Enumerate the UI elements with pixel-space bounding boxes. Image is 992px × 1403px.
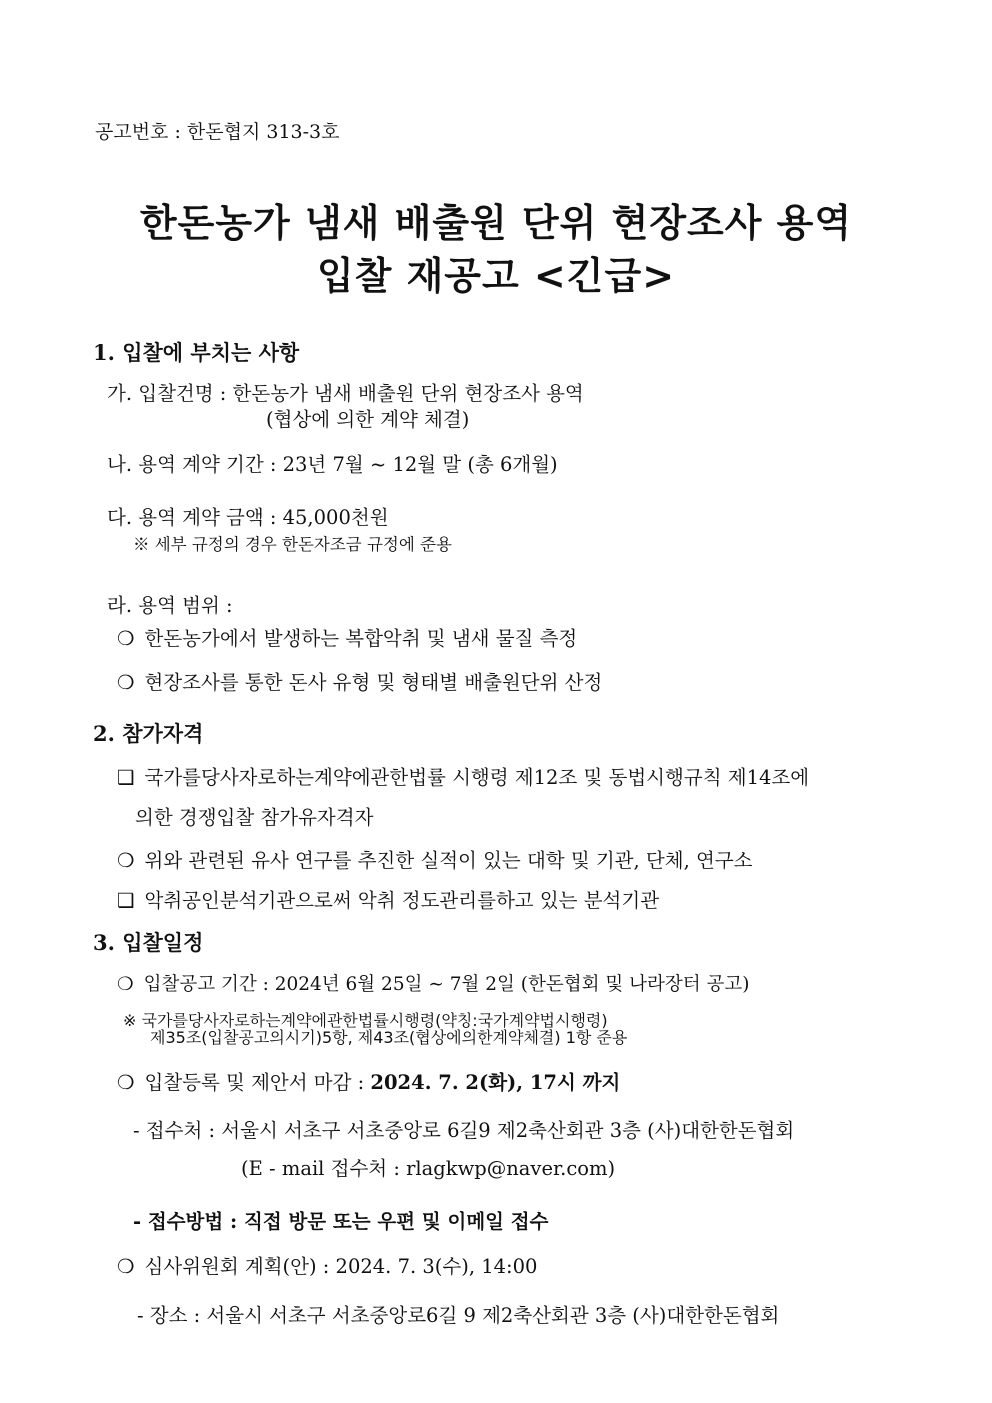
item-ra: 라. 용역 범위 : xyxy=(107,594,233,617)
reception-address: - 접수처 : 서울시 서초구 서초중앙로 6길9 제2축산회관 3층 (사)대한한돈협회 xyxy=(133,1119,795,1142)
page-title-line1: 한돈농가 냄새 배출원 단위 현장조사 용역 xyxy=(139,201,853,245)
qualification-text: 악취공인분석기관으로써 악취 정도관리를하고 있는 분석기관 xyxy=(144,889,660,912)
qualification-text: 위와 관련된 유사 연구를 추진한 실적이 있는 대학 및 기관, 단체, 연구소 xyxy=(144,849,753,872)
qualification-item xyxy=(117,885,659,913)
reception-email: (E - mail 접수처 : rlagkwp@naver.com) xyxy=(241,1157,616,1180)
circle-bullet-icon: ❍ xyxy=(117,627,135,650)
scope-item-text: 현장조사를 통한 돈사 유형 및 형태별 배출원단위 산정 xyxy=(144,671,603,694)
circle-bullet-icon: ❍ xyxy=(117,1255,135,1278)
deadline-value: 2024. 7. 2(화), 17시 까지 xyxy=(370,1071,621,1094)
scope-item xyxy=(117,667,602,695)
legal-note-line2: 제35조(입찰공고의시기)5항, 제43조(협상에의한계약체결) 1항 준용 xyxy=(150,1028,628,1047)
scope-item-text: 한돈농가에서 발생하는 복합악취 및 냄새 물질 측정 xyxy=(144,627,578,650)
square-bullet-icon: ❑ xyxy=(117,889,135,912)
circle-bullet-icon: ❍ xyxy=(117,974,134,995)
committee-venue: - 장소 : 서울시 서초구 서초중앙로6길 9 제2축산회관 3층 (사)대한한돈협회 xyxy=(137,1304,780,1327)
deadline xyxy=(117,1067,620,1095)
circle-bullet-icon: ❍ xyxy=(117,849,135,872)
circle-bullet-icon: ❍ xyxy=(117,1071,135,1094)
qualification-text-cont: 의한 경쟁입찰 참가유자격자 xyxy=(135,806,374,829)
circle-bullet-icon: ❍ xyxy=(117,671,135,694)
item-na: 나. 용역 계약 기간 : 23년 7월 ~ 12월 말 (총 6개월) xyxy=(107,453,558,476)
item-ga: 가. 입찰건명 : 한돈농가 냄새 배출원 단위 현장조사 용역 xyxy=(107,382,584,405)
bid-period-text: 입찰공고 기간 : 2024년 6월 25일 ∼ 7월 2일 (한돈협회 및 나라장터 공고) xyxy=(143,974,750,995)
scope-item xyxy=(117,623,577,651)
square-bullet-icon: ❑ xyxy=(117,766,135,789)
qualification-item xyxy=(117,845,753,873)
qualification-text: 국가를당사자로하는계약에관한법률 시행령 제12조 및 동법시행규칙 제14조에 xyxy=(144,766,810,789)
item-da-note: ※ 세부 규정의 경우 한돈자조금 규정에 준용 xyxy=(133,535,452,554)
legal-note-line1: ※ 국가를당사자로하는계약에관한법률시행령(약칭:국가계약법시행령) xyxy=(123,1011,608,1030)
section3-heading: 3. 입찰일정 xyxy=(93,930,204,955)
qualification-item xyxy=(117,762,809,790)
committee-plan-text: 심사위원회 계획(안) : 2024. 7. 3(수), 14:00 xyxy=(144,1255,538,1278)
notice-number: 공고번호 : 한돈협지 313-3호 xyxy=(95,121,340,143)
deadline-label: 입찰등록 및 제안서 마감 : xyxy=(144,1071,371,1094)
item-da: 다. 용역 계약 금액 : 45,000천원 xyxy=(107,506,389,529)
committee-plan xyxy=(117,1251,537,1279)
page-title-line2: 입찰 재공고 <긴급> xyxy=(316,254,676,298)
section2-heading: 2. 참가자격 xyxy=(93,721,204,746)
section1-heading: 1. 입찰에 부치는 사항 xyxy=(93,340,300,365)
item-ga-sub: (협상에 의한 계약 체결) xyxy=(266,408,470,431)
reception-method: - 접수방법 : 직접 방문 또는 우편 및 이메일 접수 xyxy=(133,1210,549,1233)
bid-period xyxy=(117,970,749,996)
